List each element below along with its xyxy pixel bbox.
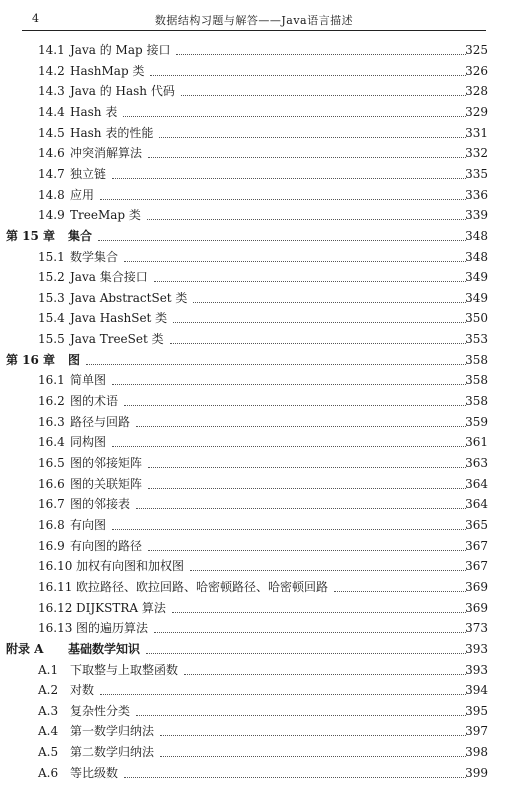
entry-number: 16.4 — [38, 435, 65, 450]
entry-title: 等比级数 — [70, 765, 119, 780]
entry-page-number: 358 — [465, 373, 488, 388]
dot-leader — [136, 695, 466, 716]
dot-leader — [124, 757, 466, 778]
dot-leader — [147, 199, 466, 220]
entry-number: A.6 — [38, 765, 59, 780]
entry-title: Java 的 Map 接口 — [70, 43, 171, 57]
dot-leader — [148, 137, 466, 158]
entry-title: 复杂性分类 — [70, 703, 131, 718]
entry-page-number: 349 — [465, 290, 488, 305]
dot-leader — [173, 302, 466, 323]
dot-leader — [160, 715, 466, 736]
entry-number: A.3 — [38, 703, 59, 718]
entry-number: 14.8 — [38, 187, 65, 202]
page-header — [22, 8, 486, 31]
dot-leader — [100, 674, 466, 695]
entry-number: 14.7 — [38, 166, 65, 181]
entry-title: 第一数学归纳法 — [70, 724, 155, 739]
entry-number: 15.5 — [38, 332, 65, 347]
entry-number: 16.11 — [38, 579, 73, 594]
dot-leader — [148, 468, 466, 489]
entry-title: 有向图 — [70, 517, 107, 532]
dot-leader — [136, 488, 466, 509]
entry-number: 15.1 — [38, 249, 65, 264]
dot-leader — [334, 571, 466, 592]
entry-title: 图的关联矩阵 — [70, 476, 143, 491]
entry-page-number: 336 — [465, 187, 488, 202]
dot-leader — [154, 261, 466, 282]
entry-page-number: 339 — [465, 208, 488, 223]
entry-title: 基础数学知识 — [68, 641, 141, 656]
dot-leader — [112, 509, 466, 530]
entry-page-number: 353 — [465, 332, 488, 347]
entry-page-number: 373 — [465, 621, 488, 636]
entry-title: 第二数学归纳法 — [70, 745, 155, 760]
entry-page-number: 358 — [465, 394, 488, 409]
dot-leader — [159, 117, 466, 138]
entry-page-number: 329 — [465, 104, 488, 119]
entry-title: 欧拉路径、欧拉回路、哈密顿路径、哈密顿回路 — [76, 579, 329, 594]
entry-title: 集合 — [68, 228, 93, 243]
entry-page-number: 331 — [465, 125, 488, 140]
entry-title: 对数 — [70, 683, 95, 698]
entry-title: 下取整与上取整函数 — [70, 662, 179, 677]
entry-page-number: 365 — [465, 517, 488, 532]
entry-number: 16.2 — [38, 394, 65, 409]
entry-page-number: 364 — [465, 497, 488, 512]
entry-page-number: 395 — [465, 703, 488, 718]
running-title: 数据结构习题与解答——Java语言描述 — [154, 14, 354, 27]
dot-leader — [154, 612, 466, 633]
entry-title: Java AbstractSet 类 — [70, 290, 188, 305]
dot-leader — [123, 96, 466, 117]
entry-title: TreeMap 类 — [70, 208, 141, 223]
entry-title: 图 — [68, 352, 81, 367]
entry-number: 16.13 — [38, 621, 73, 636]
entry-page-number: 325 — [465, 43, 488, 57]
entry-number: 14.3 — [38, 84, 65, 99]
dot-leader — [112, 158, 466, 179]
entry-page-number: 361 — [465, 435, 488, 450]
entry-title: 独立链 — [70, 166, 107, 181]
entry-title: 冲突消解算法 — [70, 146, 143, 161]
entry-title: HashMap 类 — [70, 63, 145, 78]
entry-title: DIJKSTRA 算法 — [76, 600, 166, 615]
entry-number: 16.12 — [38, 600, 73, 615]
entry-title: 图的遍历算法 — [76, 621, 149, 636]
entry-page-number: 367 — [465, 538, 488, 553]
dot-leader — [136, 406, 466, 427]
dot-leader — [176, 34, 466, 55]
entry-title: 路径与回路 — [70, 414, 131, 429]
entry-title: Hash 表 — [70, 104, 118, 119]
toc-section-entry — [0, 763, 508, 783]
entry-title: 图的术语 — [70, 394, 119, 409]
entry-page-number: 335 — [465, 166, 488, 181]
entry-number: 16.8 — [38, 517, 65, 532]
entry-title: Java HashSet 类 — [70, 311, 168, 326]
entry-page-number: 326 — [465, 63, 488, 78]
entry-title: Java 集合接口 — [70, 270, 148, 285]
entry-page-number: 398 — [465, 745, 488, 760]
dot-leader — [170, 323, 466, 344]
entry-page-number: 363 — [465, 456, 488, 470]
entry-title: 同构图 — [70, 435, 107, 450]
entry-page-number: 394 — [465, 683, 488, 698]
entry-title: 有向图的路径 — [70, 538, 143, 553]
dot-leader — [98, 220, 466, 241]
dot-leader — [193, 282, 466, 303]
entry-number: 第 16 章 — [6, 352, 56, 367]
entry-page-number: 350 — [465, 311, 488, 326]
dot-leader — [148, 530, 466, 551]
entry-page-number: 332 — [465, 146, 488, 161]
entry-title: Java 的 Hash 代码 — [70, 84, 175, 99]
dot-leader — [150, 55, 466, 76]
entry-number: 14.6 — [38, 146, 65, 161]
entry-number: 14.2 — [38, 63, 65, 78]
entry-number: 16.5 — [38, 456, 65, 470]
dot-leader — [112, 426, 466, 447]
dot-leader — [190, 550, 466, 571]
entry-page-number: 348 — [465, 228, 488, 243]
dot-leader — [184, 654, 466, 675]
dot-leader — [160, 736, 466, 757]
entry-page-number: 369 — [465, 600, 488, 615]
entry-page-number: 349 — [465, 270, 488, 285]
entry-title: Hash 表的性能 — [70, 125, 154, 140]
entry-title: 数学集合 — [70, 249, 119, 264]
page-number: 4 — [32, 12, 39, 25]
entry-number: 14.4 — [38, 104, 65, 119]
entry-title: 图的邻接表 — [70, 497, 131, 512]
entry-number: 14.9 — [38, 208, 65, 223]
entry-page-number: 367 — [465, 559, 488, 574]
entry-page-number: 393 — [465, 662, 488, 677]
entry-number: A.4 — [38, 724, 59, 739]
dot-leader — [100, 179, 466, 200]
dot-leader — [124, 385, 466, 406]
dot-leader — [86, 344, 466, 365]
entry-number: 15.2 — [38, 270, 65, 285]
entry-number: 16.6 — [38, 476, 65, 491]
entry-page-number: 364 — [465, 476, 488, 491]
entry-page-number: 393 — [465, 641, 488, 656]
entry-page-number: 328 — [465, 84, 488, 99]
entry-title: 简单图 — [70, 373, 107, 388]
entry-page-number: 399 — [465, 765, 488, 780]
entry-number: 15.4 — [38, 311, 65, 326]
entry-number: 14.5 — [38, 125, 65, 140]
dot-leader — [146, 633, 466, 654]
entry-page-number: 369 — [465, 579, 488, 594]
entry-number: 16.3 — [38, 414, 65, 429]
dot-leader — [172, 592, 466, 613]
entry-number: A.2 — [38, 683, 59, 698]
entry-number: A.5 — [38, 745, 59, 760]
entry-page-number: 397 — [465, 724, 488, 739]
entry-title: 应用 — [70, 187, 95, 202]
entry-number: 16.7 — [38, 497, 65, 512]
dot-leader — [148, 447, 466, 468]
entry-number: 14.1 — [38, 43, 65, 57]
entry-number: 16.10 — [38, 559, 73, 574]
entry-number: 16.9 — [38, 538, 65, 553]
entry-page-number: 359 — [465, 414, 488, 429]
entry-number: 16.1 — [38, 373, 65, 388]
dot-leader — [124, 241, 466, 262]
entry-title: Java TreeSet 类 — [70, 332, 164, 347]
entry-title: 图的邻接矩阵 — [70, 456, 143, 470]
entry-page-number: 358 — [465, 352, 488, 367]
entry-number: 第 15 章 — [6, 228, 56, 243]
entry-title: 加权有向图和加权图 — [76, 559, 185, 574]
entry-number: 15.3 — [38, 290, 65, 305]
dot-leader — [112, 364, 466, 385]
dot-leader — [181, 75, 466, 96]
entry-number: A.1 — [38, 662, 59, 677]
entry-page-number: 348 — [465, 249, 488, 264]
entry-number: 附录 A — [6, 641, 44, 656]
